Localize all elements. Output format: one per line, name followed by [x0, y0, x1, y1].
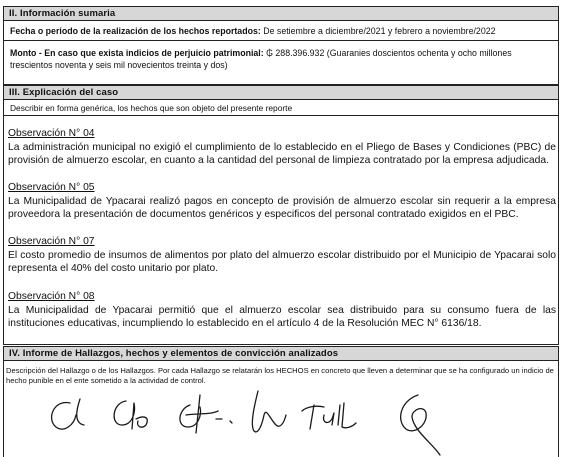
section-2-header: II. Información sumaria [3, 6, 559, 21]
signature-4 [252, 391, 286, 432]
section-4-header: IV. Informe de Hallazgos, hechos y elementos de convicción analizados [3, 346, 559, 361]
observation-body: La Municipalidad de Ypacarai realizó pagos en concepto de provisión de almuerzo escolar sin requerir a la empresa proveedora la presentación de documentos genéricos y especificos del personal contratado exigidos en el PBC. [8, 196, 556, 220]
section-4-description: Descripción del Hallazgo o de los Hallazgos. Por cada Hallazgo se relatarán los HECHOS en concreto que lleven a determinar que se ha configurado un indicio de hecho punible en el ente sometido a la actividad de control. [6, 366, 554, 385]
signatures [40, 385, 560, 457]
period-label: Fecha o periodo de la realización de los hechos reportados: [10, 26, 261, 36]
section-3-header: III. Explicación del caso [3, 85, 559, 100]
amount-label: Monto - En caso que exista indicios de perjuicio patrimonial: [10, 48, 264, 58]
observation-04 [8, 127, 556, 167]
signature-3 [180, 395, 232, 433]
observation-title: Observación N° 07 [8, 236, 95, 247]
signature-6 [401, 395, 440, 455]
amount-row [4, 41, 558, 85]
period-value: De setiembre a diciembre/2021 y febrero a noviembre/2022 [260, 26, 496, 36]
observation-title: Observación N° 05 [8, 182, 95, 193]
signature-2 [114, 401, 147, 429]
observation-body: La Municipalidad de Ypacarai permitió que el almuerzo escolar sea distribuido para su consumo fuera de las instituciones educativas, incumpliendo lo establecido en el artículo 4 de la Resolución MEC N° 6136/18. [8, 305, 556, 329]
observation-05 [8, 181, 556, 221]
amount-value: ₲ 288.396.932 (Guaranies doscientos ochenta y ocho millones trescientos noventa y seis mil novecientos treinta y dos) [10, 48, 512, 70]
section-3-subtitle-row [4, 100, 558, 116]
observation-body: La administración municipal no exigió el cumplimiento de lo establecido en el Pliego de Bases y Condiciones (PBC) de provisión de almuerzo escolar, en cuanto a la cantidad del personal de limpieza contratado por la empresa adjudicada. [8, 142, 556, 166]
observation-title: Observación N° 08 [8, 291, 95, 302]
observation-07 [8, 235, 556, 275]
section-2-body [3, 21, 559, 85]
signature-1 [52, 399, 84, 429]
observation-body: El costo promedio de insumos de alimentos por plato del almuerzo escolar distribuido por el Municipio de Ypacarai solo representa el 40% del costo unitario por plato. [8, 250, 556, 274]
signature-5 [302, 403, 356, 429]
observation-title: Observación N° 04 [8, 128, 95, 139]
period-row [4, 21, 558, 41]
observation-08 [8, 290, 556, 330]
section-3-subtitle: Describir en forma genérica, los hechos que son objeto del presente reporte [10, 103, 293, 113]
